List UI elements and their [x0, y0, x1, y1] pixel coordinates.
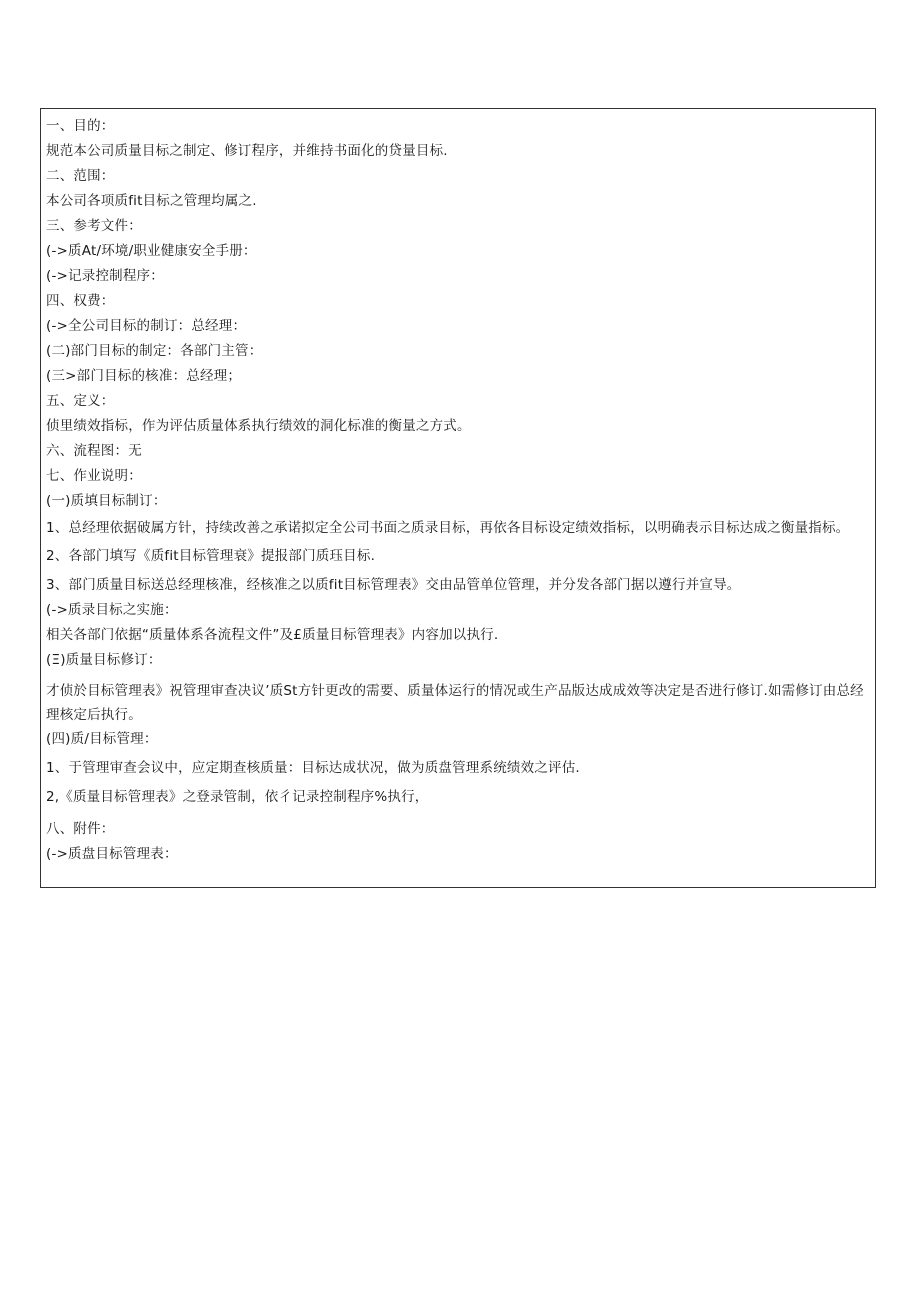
list-item-attachment-1: (->质盘目标管理表：: [46, 846, 178, 862]
paragraph-management-1: 1、于管理审查会议中，应定期查核质量：目标达成状况，做为质盘管理系统绩效之评估.: [46, 760, 580, 776]
subsection-heading-management: (四)质/目标管理：: [46, 731, 158, 747]
paragraph-setting-1: 1、总经理依据破属方针，持续改善之承诺拟定全公司书面之质录目标，再依各目标设定绩效指标，以明确表示目标达成之衡量指标。: [46, 520, 850, 536]
paragraph-implementation: 相关各部门依据“质量体系各流程文件”及£质量目标管理表》内容加以执行.: [46, 627, 499, 643]
section-heading-instructions: 七、作业说明：: [46, 468, 142, 484]
section-heading-authority: 四、权费：: [46, 293, 115, 309]
subsection-heading-revision: (Ξ)质量目标修订：: [46, 652, 162, 668]
subsection-heading-setting: (一)质填目标制订：: [46, 493, 167, 509]
paragraph-purpose: 规范本公司质量目标之制定、修订程序，并维持书面化的贷量目标.: [46, 143, 448, 159]
paragraph-setting-3: 3、部门质量目标送总经理核准，经核准之以质fit目标管理表》交由品管单位管理，并分发各部门据以遵行并宣导。: [46, 577, 741, 593]
document-frame: [40, 108, 876, 888]
subsection-heading-implementation: (->质录目标之实施：: [46, 602, 178, 618]
list-item-reference-2: (->记录控制程序：: [46, 268, 164, 284]
paragraph-setting-2: 2、各部门填写《质fit目标管理衰》提报部门质珏目标.: [46, 548, 376, 564]
list-item-authority-2: (二)部门目标的制定：各部门主管：: [46, 343, 263, 359]
paragraph-management-2: 2,《质量目标管理表》之登录管制，依彳记录控制程序%执行，: [46, 789, 429, 805]
list-item-reference-1: (->质At/环境/职业健康安全手册：: [46, 243, 257, 259]
section-heading-attachments: 八、附件：: [46, 821, 115, 837]
section-heading-scope: 二、范围：: [46, 168, 115, 184]
paragraph-definitions: 侦里绩效指标，作为评估质量体系执行绩效的洞化标准的衡量之方式。: [46, 418, 471, 434]
section-heading-flowchart: 六、流程图：无: [46, 443, 142, 459]
section-heading-references: 三、参考文件：: [46, 218, 142, 234]
section-heading-definitions: 五、定义：: [46, 393, 115, 409]
list-item-authority-3: (三>部门目标的核准：总经理；: [46, 368, 242, 384]
list-item-authority-1: (->全公司目标的制订：总经理：: [46, 318, 247, 334]
paragraph-revision: 才侦於目标管理表》祝管理审查决议’质St方针更改的需要、质量体运行的情况或生产品版达成成效等决定是否进行修订.如需修订由总经理核定后执行。: [46, 683, 864, 723]
section-heading-purpose: 一、目的：: [46, 118, 115, 134]
paragraph-scope: 本公司各项质fit目标之管理均属之.: [46, 193, 257, 209]
